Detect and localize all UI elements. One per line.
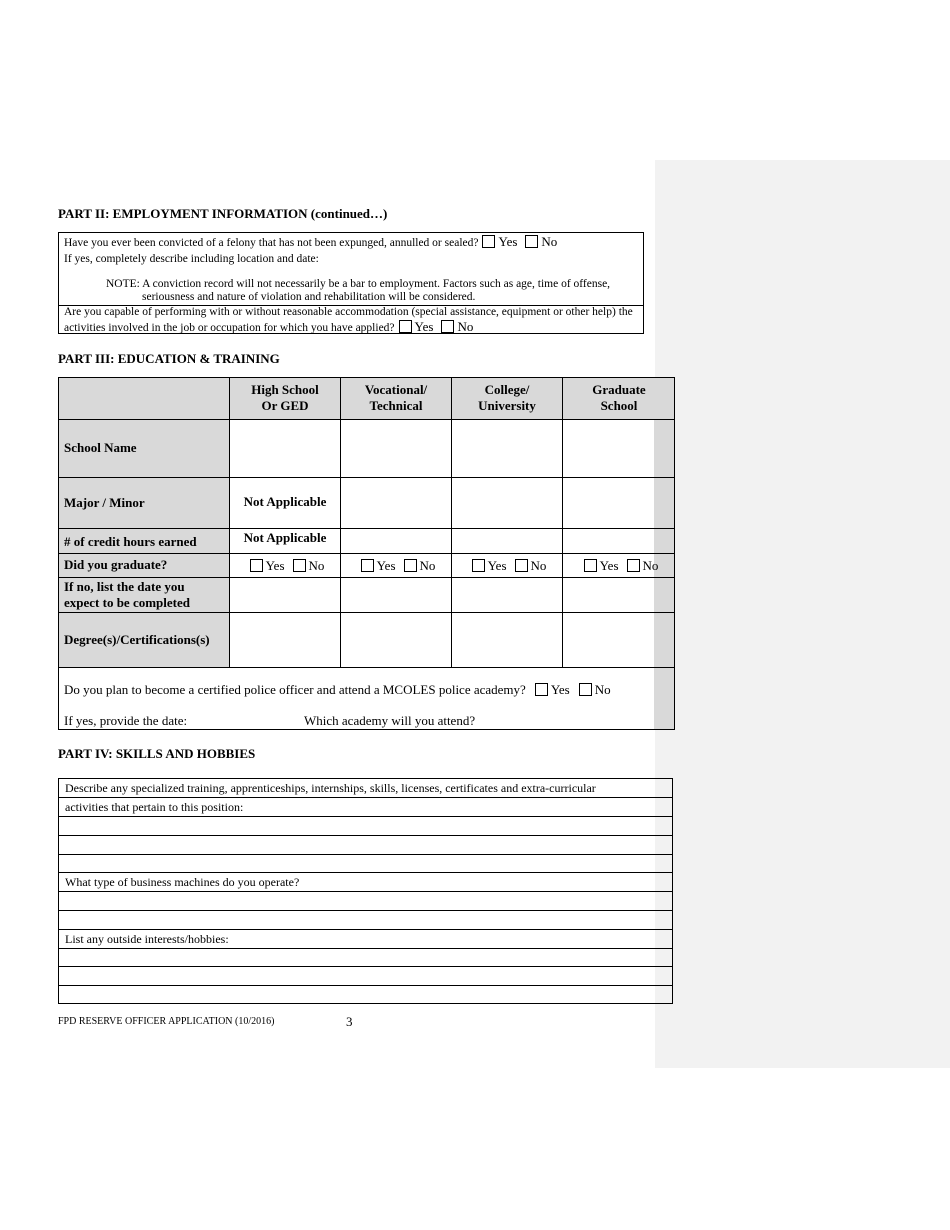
graduate-no-checkbox[interactable] xyxy=(627,559,640,572)
graduate-yes-checkbox[interactable] xyxy=(472,559,485,572)
no-label: No xyxy=(457,319,474,334)
column-header-vocational xyxy=(341,382,451,414)
column-header-high-school xyxy=(230,382,340,414)
row-header-if-no xyxy=(58,577,229,612)
row-header-graduate: Did you graduate? xyxy=(64,557,168,572)
column-header-line: Technical xyxy=(369,398,423,413)
provide-date-label: If yes, provide the date: xyxy=(64,713,188,728)
part4-heading: PART IV: SKILLS AND HOBBIES xyxy=(58,746,256,761)
column-header-college xyxy=(452,382,562,414)
part2-heading: PART II: EMPLOYMENT INFORMATION (continued…) xyxy=(58,206,388,221)
yes-label: Yes xyxy=(265,557,285,573)
capable-question-line-1: Are you capable of performing with or without reasonable accommodation (special assistance, equipment or other help) the xyxy=(64,306,633,318)
credit-not-applicable: Not Applicable xyxy=(243,530,327,545)
column-header-line: Vocational/ xyxy=(364,382,428,397)
graduate-yes-checkbox[interactable] xyxy=(584,559,597,572)
skills-answer-line[interactable] xyxy=(59,836,672,855)
capable-question-line-2: activities involved in the job or occupation for which you have applied? xyxy=(64,322,395,334)
column-header-line: University xyxy=(478,398,536,413)
machines-answer-line[interactable] xyxy=(59,911,672,930)
no-label: No xyxy=(419,557,436,573)
graduate-yes-checkbox[interactable] xyxy=(361,559,374,572)
column-divider xyxy=(562,377,563,667)
no-label: No xyxy=(530,557,547,573)
interests-question: List any outside interests/hobbies: xyxy=(59,930,672,949)
business-machines-question: What type of business machines do you operate? xyxy=(59,873,672,892)
note-line-2: seriousness and nature of violation and rehabilitation will be considered. xyxy=(142,291,476,303)
graduate-vocational xyxy=(341,554,451,577)
page-number: 3 xyxy=(346,1014,353,1029)
major-not-applicable: Not Applicable xyxy=(243,494,327,509)
machines-answer-line[interactable] xyxy=(59,892,672,911)
graduate-yes-checkbox[interactable] xyxy=(250,559,263,572)
capable-yes-checkbox[interactable] xyxy=(399,320,412,333)
column-header-line: Graduate xyxy=(592,382,646,397)
yes-label: Yes xyxy=(550,682,570,697)
skills-table xyxy=(58,778,673,1004)
row-header-credit-hours: # of credit hours earned xyxy=(64,534,197,549)
graduate-graduate-school xyxy=(563,554,675,577)
capable-question-row xyxy=(64,319,473,335)
skills-describe-line-2: activities that pertain to this position: xyxy=(59,798,672,817)
graduate-no-checkbox[interactable] xyxy=(293,559,306,572)
police-question: Do you plan to become a certified police officer and attend a MCOLES police academy? xyxy=(64,682,526,697)
no-label: No xyxy=(642,557,659,573)
row-header-major-minor: Major / Minor xyxy=(64,494,145,510)
column-header-line: School xyxy=(600,398,638,413)
row-header-line: expect to be completed xyxy=(64,594,190,610)
column-header-line: High School xyxy=(251,382,319,397)
yes-label: Yes xyxy=(376,557,396,573)
education-table xyxy=(58,377,675,730)
interests-answer-line[interactable] xyxy=(59,948,672,967)
no-label: No xyxy=(594,682,611,697)
skills-describe-line-1: Describe any specialized training, apprenticeships, internships, skills, licenses, certificates and extra-curricular xyxy=(59,779,672,798)
yes-label: Yes xyxy=(414,319,434,334)
skills-answer-line[interactable] xyxy=(59,854,672,873)
yes-label: Yes xyxy=(487,557,507,573)
row-divider xyxy=(58,528,675,529)
police-question-row xyxy=(64,682,611,698)
column-header-graduate-school xyxy=(563,382,675,414)
yes-label: Yes xyxy=(498,234,518,249)
row-divider xyxy=(58,667,675,668)
felony-no-checkbox[interactable] xyxy=(525,235,538,248)
row-header-school-name: School Name xyxy=(64,440,137,455)
felony-if-yes: If yes, completely describe including location and date: xyxy=(64,253,319,265)
graduate-high-school xyxy=(230,554,340,577)
no-label: No xyxy=(308,557,325,573)
column-divider xyxy=(451,377,452,667)
footer-form-name: FPD RESERVE OFFICER APPLICATION (10/2016) xyxy=(58,1016,275,1027)
row-header-line: If no, list the date you xyxy=(64,578,185,594)
graduate-no-checkbox[interactable] xyxy=(404,559,417,572)
capable-no-checkbox[interactable] xyxy=(441,320,454,333)
row-header-degrees: Degree(s)/Certifications(s) xyxy=(64,631,210,647)
skills-answer-line[interactable] xyxy=(59,817,672,836)
comment-margin-panel xyxy=(655,160,950,1068)
note-line-1: NOTE: A conviction record will not necessarily be a bar to employment. Factors such as age, time of offense, xyxy=(106,278,611,290)
column-divider xyxy=(340,377,341,667)
felony-yes-checkbox[interactable] xyxy=(482,235,495,248)
graduate-college xyxy=(452,554,562,577)
part3-heading: PART III: EDUCATION & TRAINING xyxy=(58,351,280,366)
police-no-checkbox[interactable] xyxy=(579,683,592,696)
column-header-line: College/ xyxy=(484,382,530,397)
interests-answer-line[interactable] xyxy=(59,967,672,986)
graduate-no-checkbox[interactable] xyxy=(515,559,528,572)
felony-question: Have you ever been convicted of a felony that has not been expunged, annulled or sealed? xyxy=(64,237,479,249)
police-yes-checkbox[interactable] xyxy=(535,683,548,696)
column-header-line: Or GED xyxy=(261,398,309,413)
column-divider xyxy=(229,377,230,667)
no-label: No xyxy=(541,234,558,249)
which-academy-label: Which academy will you attend? xyxy=(304,713,476,728)
yes-label: Yes xyxy=(599,557,619,573)
felony-question-row xyxy=(64,234,557,250)
interests-answer-line[interactable] xyxy=(59,986,672,1005)
